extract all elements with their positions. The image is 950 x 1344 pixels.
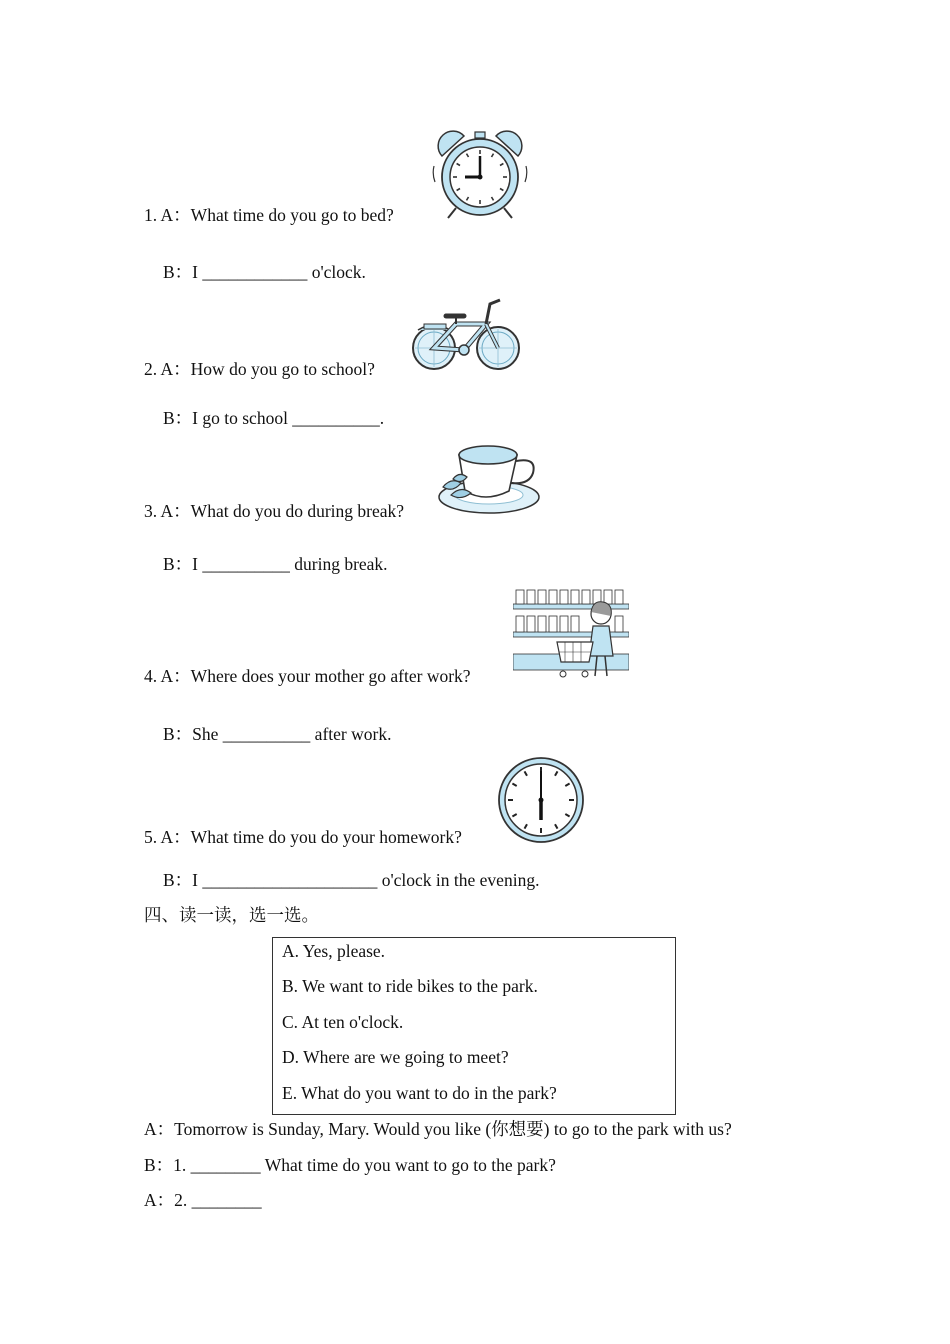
question-4-b: B：She __________ after work. xyxy=(163,724,392,744)
question-5-b: B：I ____________________ o'clock in the evening. xyxy=(163,870,540,890)
wall-clock-icon xyxy=(497,756,585,844)
question-1-b: B：I ____________ o'clock. xyxy=(163,262,366,282)
question-5-a: 5. A：What time do you do your homework? xyxy=(144,827,462,847)
question-3-b: B：I __________ during break. xyxy=(163,554,388,574)
option-a: A. Yes, please. xyxy=(282,941,386,961)
question-4-a: 4. A：Where does your mother go after work? xyxy=(144,666,471,686)
question-1-a: 1. A：What time do you go to bed? xyxy=(144,205,394,225)
question-2-b: B：I go to school __________. xyxy=(163,408,385,428)
question-2-a: 2. A：How do you go to school? xyxy=(144,359,375,379)
dialogue-line-3: A：2. ________ xyxy=(144,1190,262,1210)
options-box xyxy=(272,937,676,1115)
option-b: B. We want to ride bikes to the park. xyxy=(282,976,538,996)
option-d: D. Where are we going to meet? xyxy=(282,1047,509,1067)
bicycle-icon xyxy=(406,294,526,374)
question-3-a: 3. A：What do you do during break? xyxy=(144,501,405,521)
option-e: E. What do you want to do in the park? xyxy=(282,1083,557,1103)
dialogue-line-1: A：Tomorrow is Sunday, Mary. Would you like (你想要) to go to the park with us? xyxy=(144,1119,732,1139)
supermarket-icon xyxy=(513,586,629,682)
tea-cup-icon xyxy=(437,441,543,517)
dialogue-line-2: B：1. ________ What time do you want to go to the park? xyxy=(144,1155,556,1175)
option-c: C. At ten o'clock. xyxy=(282,1012,404,1032)
section-heading: 四、读一读，选一选。 xyxy=(144,905,319,925)
alarm-clock-icon xyxy=(430,128,530,220)
